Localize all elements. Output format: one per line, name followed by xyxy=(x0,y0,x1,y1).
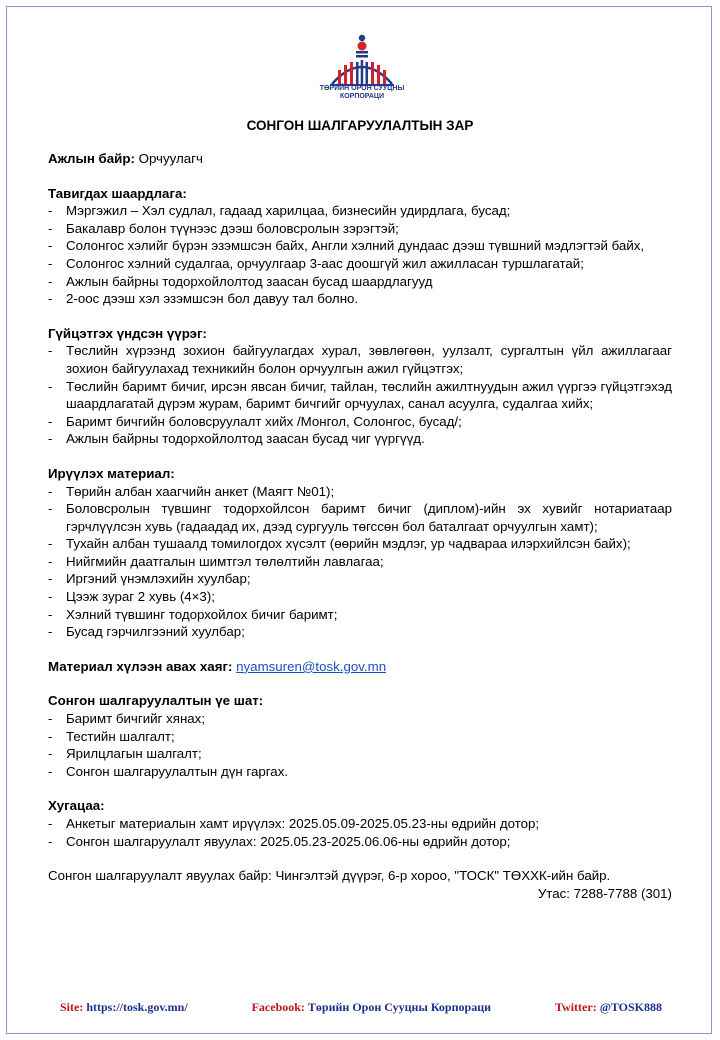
duties-section xyxy=(48,325,672,448)
email-link[interactable]: nyamsuren@tosk.gov.mn xyxy=(236,658,387,674)
document-title: СОНГОН ШАЛГАРУУЛАЛТЫН ЗАР xyxy=(246,118,474,133)
deadline-section xyxy=(48,797,672,850)
job-position xyxy=(48,150,672,168)
facebook-label: Facebook: xyxy=(251,1000,305,1014)
requirements-section xyxy=(48,185,672,308)
list-item: - Баримт бичгийн боловсруулалт хийх /Монгол, Солонгос, бусад/; xyxy=(48,413,672,431)
requirements-heading: Тавигдах шаардлага: xyxy=(48,185,187,201)
list-item: - Төслийн баримт бичиг, ирсэн явсан бичиг, тайлан, төслийн ажилтнуудын ажил үүргээ гүйцэтгэхэд шаардлагатай дүрэм журам, баримт бичгийг орчуулах, санал асуулга, судалгаа хийх; xyxy=(48,378,672,413)
list-item: - Ажлын байрны тодорхойлолтод заасан бусад шаардлагууд xyxy=(48,273,672,291)
site-value: https://tosk.gov.mn/ xyxy=(86,1000,188,1014)
footer-facebook[interactable] xyxy=(252,1000,491,1015)
list-item: - Иргэний үнэмлэхийн хуулбар; xyxy=(48,570,672,588)
duties-heading: Гүйцэтгэх үндсэн үүрэг: xyxy=(48,325,207,341)
duties-list xyxy=(48,342,672,448)
requirements-list xyxy=(48,202,672,308)
submission-address xyxy=(48,658,672,676)
location-text: Сонгон шалгаруулалт явуулах байр: Чингэлтэй дүүрэг, 6-р хороо, "ТОСК" ТӨХХК-ийн байр. xyxy=(48,868,611,884)
list-item: - Мэргэжил – Хэл судлал, гадаад харилцаа, бизнесийн удирдлага, бусад; xyxy=(48,202,672,220)
deadline-heading: Хугацаа: xyxy=(48,798,105,814)
list-item: - Сонгон шалгаруулалтын дүн гаргах. xyxy=(48,763,672,781)
stages-section xyxy=(48,692,672,780)
organization-name xyxy=(310,85,414,101)
list-item: - Тухайн албан тушаалд томилогдох хүсэлт (өөрийн мэдлэг, ур чадвараа илэрхийлсэн байх); xyxy=(48,535,672,553)
materials-section xyxy=(48,465,672,641)
list-item: - Нийгмийн даатгалын шимтгэл төлөлтийн лавлагаа; xyxy=(48,553,672,571)
footer-twitter[interactable] xyxy=(555,1000,662,1015)
list-item: - Солонгос хэлийг бүрэн эзэмшсэн байх, Англи хэлний дундаас дээш түвшний мэдлэгтэй байх, xyxy=(48,237,672,255)
list-item: - Сонгон шалгаруулалт явуулах: 2025.05.23-2025.06.06-ны өдрийн дотор; xyxy=(48,833,672,851)
stages-heading: Сонгон шалгаруулалтын үе шат: xyxy=(48,693,264,709)
list-item: - Тестийн шалгалт; xyxy=(48,728,672,746)
submission-label: Материал хүлээн авах хаяг: xyxy=(48,658,233,674)
footer xyxy=(60,1000,662,1015)
job-value: Орчуулагч xyxy=(138,151,203,166)
phone-text: Утас: 7288-7788 (301) xyxy=(537,885,672,901)
twitter-value: @TOSK888 xyxy=(599,1000,662,1014)
document-body xyxy=(48,150,672,902)
list-item: - 2-оос дээш хэл эзэмшсэн бол давуу тал болно. xyxy=(48,290,672,308)
list-item: - Баримт бичгийг хянах; xyxy=(48,710,672,728)
site-label: Site: xyxy=(60,1000,84,1014)
list-item: - Төслийн хүрээнд зохион байгуулагдах хурал, зөвлөгөөн, уулзалт, сургалтын үйл ажиллагааг зохион байгуулахад техникийн болон орчуулгын ажил гүйцэтгэх; xyxy=(48,342,672,377)
facebook-value: Төрийн Орон Сууцны Корпораци xyxy=(307,1000,492,1014)
materials-heading: Ирүүлэх материал: xyxy=(48,465,175,481)
list-item: - Бакалавр болон түүнээс дээш боловсролын зэрэгтэй; xyxy=(48,220,672,238)
org-line-2: КОРПОРАЦИ xyxy=(339,93,385,100)
list-item: - Бусад гэрчилгээний хуулбар; xyxy=(48,623,672,641)
list-item: - Боловсролын түвшинг тодорхойлсон баримт бичиг (диплом)-ийн эх хувийг нотариатаар гэрчлүүлсэн хувь (гадаадад их, дээд сургууль төгссөн бол баталгаат орчуулгын хамт); xyxy=(48,500,672,535)
list-item: - Анкетыг материалын хамт ирүүлэх: 2025.05.09-2025.05.23-ны өдрийн дотор; xyxy=(48,815,672,833)
deadline-list xyxy=(48,815,672,850)
org-line-1: ТӨРИЙН ОРОН СУУЦНЫ xyxy=(319,85,405,92)
list-item: - Төрийн албан хаагчийн анкет (Маягт №01); xyxy=(48,483,672,501)
footer-site[interactable] xyxy=(60,1000,188,1015)
job-label: Ажлын байр: xyxy=(48,151,135,166)
materials-list xyxy=(48,483,672,641)
list-item: - Хэлний түвшинг тодорхойлох бичиг баримт; xyxy=(48,606,672,624)
twitter-label: Twitter: xyxy=(554,1000,597,1014)
stages-list xyxy=(48,710,672,780)
list-item: - Солонгос хэлний судалгаа, орчуулгаар 3-аас доошгүй жил ажилласан туршлагатай; xyxy=(48,255,672,273)
list-item: - Ажлын байрны тодорхойлолтод заасан бусад чиг үүргүүд. xyxy=(48,430,672,448)
list-item: - Цээж зураг 2 хувь (4×3); xyxy=(48,588,672,606)
list-item: - Ярилцлагын шалгалт; xyxy=(48,745,672,763)
